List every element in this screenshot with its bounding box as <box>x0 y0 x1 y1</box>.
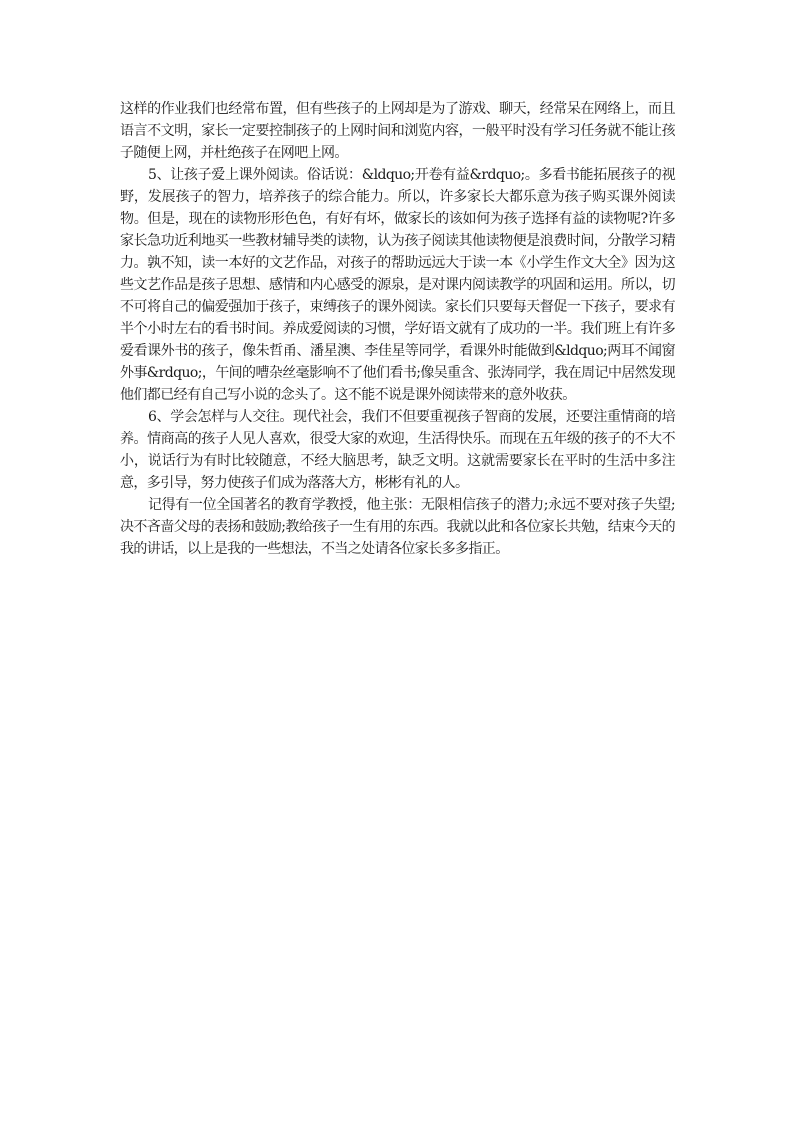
document-body <box>120 98 675 560</box>
paragraph-1: 这样的作业我们也经常布置，但有些孩子的上网却是为了游戏、聊天，经常呆在网络上，而且语言不文明，家长一定要控制孩子的上网时间和浏览内容，一般平时没有学习任务就不能让孩子随便上网，并杜绝孩子在网吧上网。 <box>120 101 675 161</box>
paragraph-4: 记得有一位全国著名的教育学教授，他主张：无限相信孩子的潜力;永远不要对孩子失望;决不吝啬父母的表扬和鼓励;教给孩子一生有用的东西。我就以此和各位家长共勉，结束今天的我的讲话，以上是我的一些想法，不当之处请各位家长多多指正。 <box>120 497 675 557</box>
paragraph-2: 5、让孩子爱上课外阅读。俗话说：&ldquo;开卷有益&rdquo;。多看书能拓展孩子的视野，发展孩子的智力，培养孩子的综合能力。所以，许多家长大都乐意为孩子购买课外阅读物。但是，现在的读物形形色色，有好有坏，做家长的该如何为孩子选择有益的读物呢?许多家长急功近利地买一些教材辅导类的读物，认为孩子阅读其他读物便是浪费时间，分散学习精力。孰不知，读一本好的文艺作品，对孩子的帮助远远大于读一本《小学生作文大全》因为这些文艺作品是孩子思想、感情和内心感受的源泉，是对课内阅读教学的巩固和运用。所以，切不可将自己的偏爱强加于孩子，束缚孩子的课外阅读。家长们只要每天督促一下孩子，要求有半个小时左右的看书时间。养成爱阅读的习惯，学好语文就有了成功的一半。我们班上有许多爱看课外书的孩子，像朱哲甬、潘星澳、李佳星等同学，看课外时能做到&ldquo;两耳不闻窗外事&rdquo;，午间的嘈杂丝毫影响不了他们看书;像吴重含、张涛同学，我在周记中居然发现他们都已经有自己写小说的念头了。这不能不说是课外阅读带来的意外收获。 <box>120 167 675 403</box>
paragraph-3: 6、学会怎样与人交往。现代社会，我们不但要重视孩子智商的发展，还要注重情商的培养。情商高的孩子人见人喜欢，很受大家的欢迎，生活得快乐。而现在五年级的孩子的不大不小，说话行为有时比较随意，不经大脑思考，缺乏文明。这就需要家长在平时的生活中多注意，多引导，努力使孩子们成为落落大方，彬彬有礼的人。 <box>120 409 675 491</box>
